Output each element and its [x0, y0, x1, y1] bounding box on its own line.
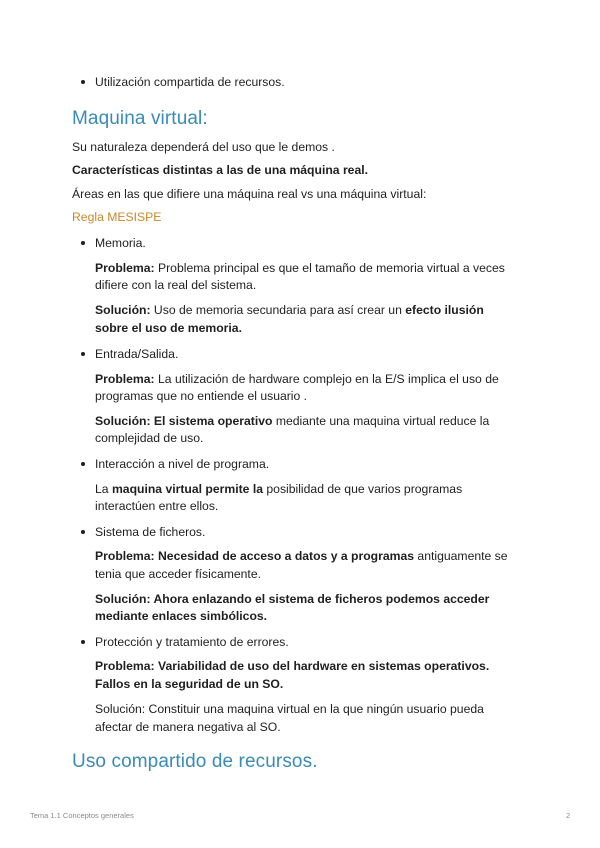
bold-text: Problema: Necesidad de acceso a datos y a programas	[95, 549, 415, 563]
list-item-proteccion: Protección y tratamiento de errores.	[95, 635, 289, 649]
proteccion-problema-line2: Fallos en la seguridad de un SO.	[95, 677, 284, 691]
heading-maquina-virtual: Maquina virtual:	[72, 108, 208, 129]
list-item-ficheros: Sistema de ficheros.	[95, 525, 206, 539]
ficheros-solucion-line2: mediante enlaces simbólicos.	[95, 609, 268, 623]
text: mediante una maquina virtual reduce la	[272, 414, 490, 428]
es-problema-line1	[95, 370, 499, 388]
memoria-solucion-line1	[95, 301, 484, 319]
proteccion-problema-line1: Problema: Variabilidad de uso del hardware en sistemas operativos.	[95, 659, 490, 673]
interaccion-line1	[95, 480, 462, 498]
list-item-memoria: Memoria.	[95, 236, 146, 250]
bullet-icon	[81, 352, 85, 356]
page-number: 2	[566, 811, 571, 820]
memoria-solucion-line2: sobre el uso de memoria.	[95, 321, 242, 335]
es-solucion-line2: complejidad de uso.	[95, 431, 204, 445]
bullet-icon	[81, 462, 85, 466]
paragraph-naturaleza: Su naturaleza dependerá del uso que le demos .	[72, 140, 335, 154]
paragraph-areas: Áreas en las que difiere una máquina real vs una máquina virtual:	[72, 187, 427, 201]
bold-text: maquina virtual permite la	[111, 482, 263, 496]
footer-title: Tema 1.1 Conceptos generales	[30, 811, 134, 820]
bold-text: Solución: El sistema operativo	[95, 414, 273, 428]
es-solucion-line1	[95, 412, 489, 430]
ficheros-solucion-line1: Solución: Ahora enlazando el sistema de ficheros podemos acceder	[95, 592, 490, 606]
bullet-icon	[81, 530, 85, 534]
regla-mesispe: Regla MESISPE	[72, 210, 162, 224]
list-item-entrada-salida: Entrada/Salida.	[95, 347, 179, 361]
paragraph-caracteristicas: Características distintas a las de una máquina real.	[72, 163, 369, 177]
bullet-utilizacion: Utilización compartida de recursos.	[95, 75, 285, 89]
ficheros-problema-line2: tenia que acceder físicamente.	[95, 567, 261, 581]
proteccion-solucion-line2: afectar de manera negativa al SO.	[95, 720, 281, 734]
memoria-problema-line2: difiere con la real del sistema.	[95, 278, 257, 292]
text: La utilización de hardware complejo en la E/S implica el uso de	[154, 372, 499, 386]
label: Problema:	[95, 261, 155, 275]
es-problema-line2: programas que no entiende el usuario .	[95, 389, 308, 403]
proteccion-solucion-line1: Solución: Constituir una maquina virtual en la que ningún usuario pueda	[95, 702, 484, 716]
ficheros-problema-line1	[95, 547, 508, 565]
interaccion-line2: interactúen entre ellos.	[95, 499, 219, 513]
bold-text: efecto ilusión	[405, 303, 484, 317]
bullet-icon	[81, 241, 85, 245]
memoria-problema-line1	[95, 259, 505, 277]
text: posibilidad de que varios programas	[263, 482, 463, 496]
bullet-icon	[81, 640, 85, 644]
label: Solución:	[95, 303, 151, 317]
text: Problema principal es que el tamaño de memoria virtual a veces	[154, 261, 505, 275]
list-item-interaccion: Interacción a nivel de programa.	[95, 457, 270, 471]
text: antiguamente se	[414, 549, 508, 563]
text: Uso de memoria secundaria para así crear un	[150, 303, 406, 317]
bullet-icon	[81, 80, 85, 84]
label: Problema:	[95, 372, 155, 386]
heading-uso-compartido: Uso compartido de recursos.	[72, 751, 318, 772]
text: La	[95, 482, 112, 496]
